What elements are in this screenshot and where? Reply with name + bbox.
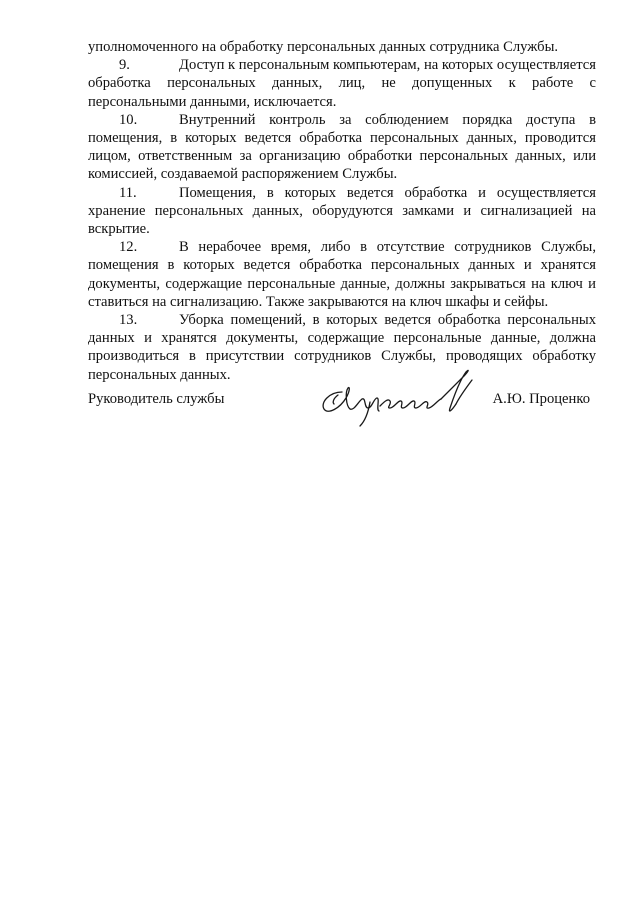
paragraph-text: Уборка помещений, в которых ведется обработка персональных данных и хранятся документы, содержащие персональные данные, должна производиться в присутствии сотрудников Службы, проводящих обработку персональных данных. bbox=[88, 312, 596, 383]
paragraph-10 bbox=[88, 111, 596, 184]
document-body bbox=[88, 38, 596, 384]
paragraph-number: 10. bbox=[119, 111, 138, 128]
paragraph-text: Помещения, в которых ведется обработка и осуществляется хранение персональных данных, оборудуются замками и сигнализацией на вскрытие. bbox=[88, 184, 596, 238]
paragraph-11 bbox=[88, 184, 596, 239]
signatory-name: А.Ю. Проценко bbox=[492, 391, 590, 407]
paragraph-number: 13. bbox=[119, 312, 138, 329]
paragraph-number: 11. bbox=[119, 184, 137, 201]
paragraph-continuation bbox=[88, 38, 596, 56]
handwritten-signature bbox=[310, 362, 488, 428]
paragraph-text: В нерабочее время, либо в отсутствие сотрудников Службы, помещения в которых ведется обработка персональных данных и хранятся документы, содержащие персональные данные, должны закрываться на ключ и ставиться на сигнализацию. Также закрываются на ключ шкафы и сейфы. bbox=[88, 239, 596, 310]
paragraph-number: 9. bbox=[119, 57, 130, 74]
paragraph-number: 12. bbox=[119, 239, 138, 256]
paragraph-text: уполномоченного на обработку персональных данных сотрудника Службы. bbox=[88, 39, 559, 55]
signature-block bbox=[88, 362, 596, 432]
paragraph-text: Доступ к персональным компьютерам, на которых осуществляется обработка персональных данных, лиц, не допущенных к работе с персональными данными, исключается. bbox=[88, 57, 596, 110]
paragraph-text: Внутренний контроль за соблюдением порядка доступа в помещения, в которых ведется обработка персональных данных, проводится лицом, ответственным за организацию обработки персональных данных, или комиссией, создаваемой распоряжением Службы. bbox=[88, 111, 596, 183]
paragraph-9 bbox=[88, 56, 596, 111]
paragraph-12 bbox=[88, 238, 596, 311]
signatory-position: Руководитель службы bbox=[88, 391, 225, 407]
